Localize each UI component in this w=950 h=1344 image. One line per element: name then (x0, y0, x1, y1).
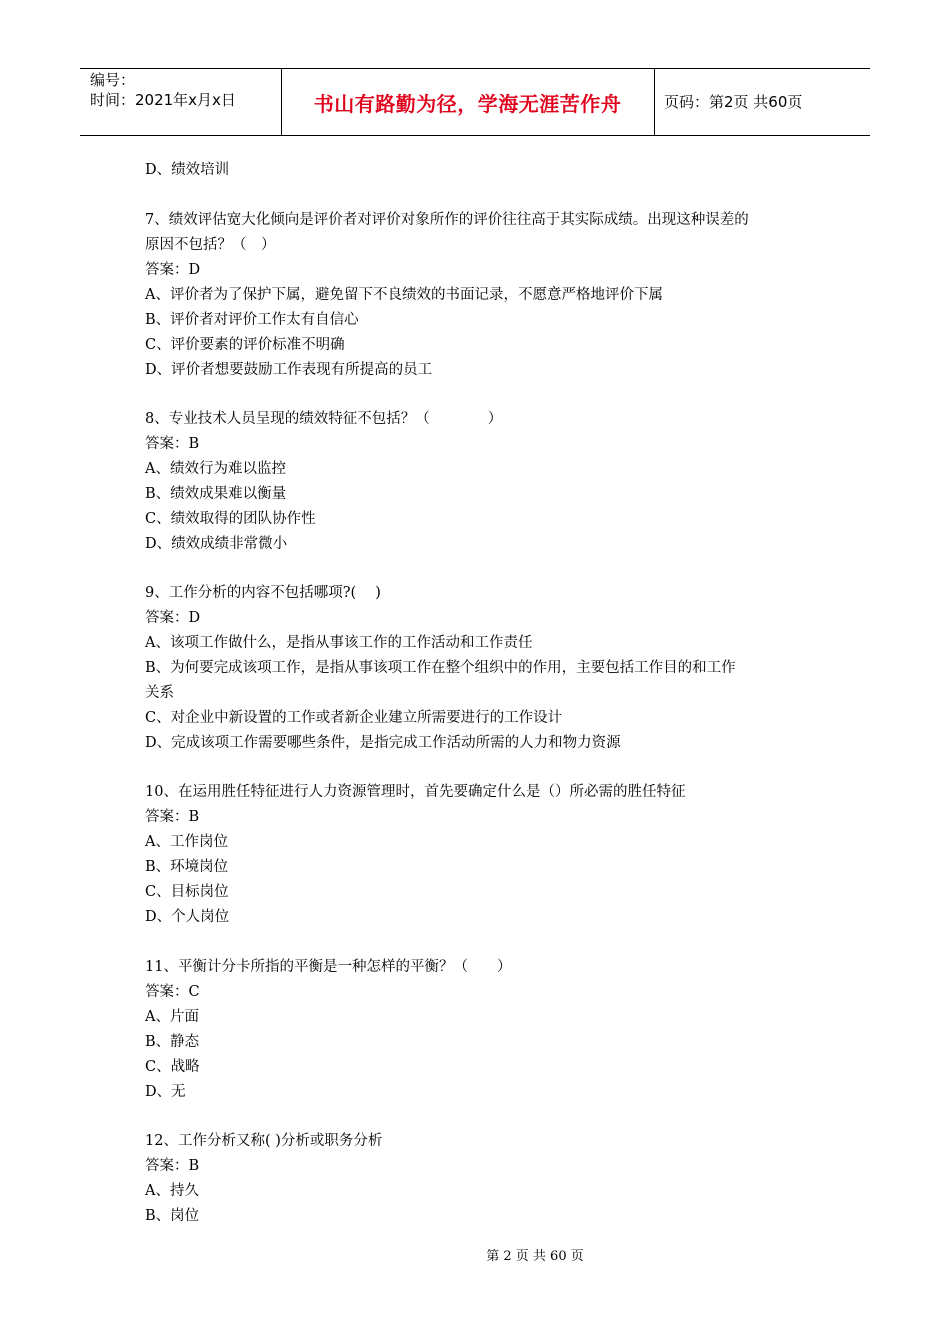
option-line: B、为何要完成该项工作，是指从事该项工作在整个组织中的作用，主要包括工作目的和工作 (145, 660, 736, 676)
option-line: C、绩效取得的团队协作性 (145, 511, 316, 527)
option-line: C、目标岗位 (145, 884, 229, 900)
question-11: 11、平衡计分卡所指的平衡是一种怎样的平衡？（ ） (145, 959, 512, 975)
answer-line: 答案：D (145, 262, 201, 278)
answer-line: 答案：B (145, 1158, 200, 1174)
answer-line: 答案：C (145, 984, 200, 1000)
text-line: 关系 (145, 685, 174, 701)
question-7: 7、绩效评估宽大化倾向是评价者对评价对象所作的评价往往高于其实际成绩。出现这种误差的 (145, 212, 749, 228)
text-line: D、绩效培训 (145, 162, 230, 178)
option-line: A、片面 (145, 1009, 199, 1025)
option-line: B、岗位 (145, 1208, 200, 1224)
header-left-cell (90, 70, 236, 110)
answer-line: 答案：D (145, 610, 201, 626)
footer-page-number: 第 2 页 共 60 页 (486, 1249, 584, 1264)
question-8: 8、专业技术人员呈现的绩效特征不包括？（ ） (145, 411, 503, 427)
option-line: A、持久 (145, 1183, 199, 1199)
option-line: D、评价者想要鼓励工作表现有所提高的员工 (145, 362, 433, 378)
header-page-label: 页码：第2页 共60页 (664, 93, 803, 111)
answer-line: 答案：B (145, 809, 200, 825)
option-line: C、对企业中新设置的工作或者新企业建立所需要进行的工作设计 (145, 710, 563, 726)
answer-line: 答案：B (145, 436, 200, 452)
option-line: D、无 (145, 1084, 186, 1100)
header-divider-right (654, 68, 655, 136)
text-line: 原因不包括？（ ） (145, 237, 276, 253)
header-motto: 书山有路勤为径，学海无涯苦作舟 (313, 91, 622, 116)
number-label: 编号： (90, 71, 136, 89)
question-9: 9、工作分析的内容不包括哪项?( ) (145, 585, 381, 601)
option-line: D、个人岗位 (145, 909, 230, 925)
date-label: 时间：2021年x月x日 (90, 91, 236, 109)
question-12: 12、工作分析又称( )分析或职务分析 (145, 1133, 383, 1149)
option-line: D、完成该项工作需要哪些条件，是指完成工作活动所需的人力和物力资源 (145, 735, 621, 751)
option-line: A、工作岗位 (145, 834, 228, 850)
option-line: A、评价者为了保护下属，避免留下不良绩效的书面记录，不愿意严格地评价下属 (145, 287, 663, 303)
page-footer (0, 1245, 950, 1264)
option-line: B、环境岗位 (145, 859, 229, 875)
option-line: B、评价者对评价工作太有自信心 (145, 312, 359, 328)
option-line: A、绩效行为难以监控 (145, 461, 286, 477)
option-line: D、绩效成绩非常微小 (145, 536, 288, 552)
option-line: C、战略 (145, 1059, 200, 1075)
option-line: A、该项工作做什么，是指从事该工作的工作活动和工作责任 (145, 635, 533, 651)
option-line: C、评价要素的评价标准不明确 (145, 337, 345, 353)
question-10: 10、在运用胜任特征进行人力资源管理时，首先要确定什么是（）所必需的胜任特征 (145, 784, 686, 800)
option-line: B、绩效成果难以衡量 (145, 486, 287, 502)
option-line: B、静态 (145, 1034, 200, 1050)
